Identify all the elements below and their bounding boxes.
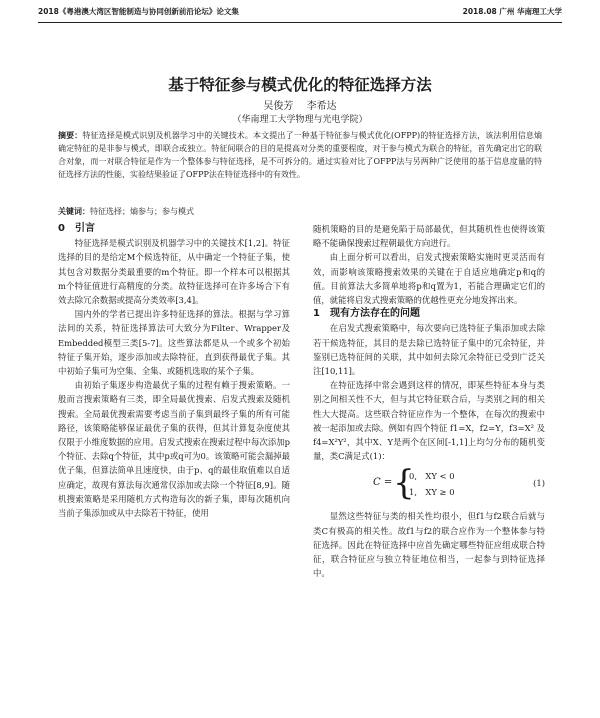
paper-title: 基于特征参与模式优化的特征选择方法 xyxy=(168,76,432,94)
paper-affiliation: （华南理工大学物理与光电学院） xyxy=(232,115,368,125)
equation-1 xyxy=(313,463,545,504)
paragraph: 由上面分析可以看出，启发式搜索策略实施时更灵活而有效，而影响该策略搜索效果的关键在于自适应地确定p和q的值。目前算法大多简单地将p和q置为1，若能合理确定它们的值，就能将启发式搜索策略的优越性更充分地发挥出来。 xyxy=(313,252,545,306)
left-column xyxy=(58,222,290,520)
header-right: 2018.08 广州 华南理工大学 xyxy=(462,7,562,16)
section-heading-problems: 1 现有方法存在的问题 xyxy=(313,308,420,320)
keywords-label: 关键词： xyxy=(58,207,90,216)
keywords-text: 特征选择；熵参与；参与模式 xyxy=(90,207,194,216)
abstract-text: 特征选择是模式识别及机器学习中的关键技术。本文提出了一种基于特征参与模式优化(OFPP)的特征选择方法，该法利用信息熵确定特征的是非参与模式，即联合或独立。特征间联合的目的是提高对分类的重要程度，对于参与模式为联合的特征，首先确定出它的联合对象，而一对联合特征是作为一个整体参与特征选择，是不可拆分的。通过实验对比了OFPP法与另两种广泛使用的基于信息度量的特征选择方法的性能，实验结果验证了OFPP法在特征选择中的有效性。 xyxy=(58,131,542,179)
paragraph: 国内外的学者已提出许多特征选择的算法。根据与学习算法间的关系，特征选择算法可大致分为Filter、Wrapper及Embedded模型三类[5-7]。这些算法都是从一个或多个初始特征子集开始，逐步添加或去除特征，直到获得最优子集。其中初始子集可为空集、全集、或随机选取的某个子集。 xyxy=(58,309,290,377)
equation-case-1: 0, XY < 0 xyxy=(409,471,455,482)
paragraph: 显然这些特征与类的相关性均很小，但f1与f2联合后就与类C有极高的相关性。故f1与f2的联合应作为一个整体参与特征选择。因此在特征选择中应首先确定哪些特征应组成联合特征，联合特征应与独立特征地位相当，一起参与到特征选择中。 xyxy=(313,511,545,579)
equation-case-2: 1, XY ≥ 0 xyxy=(409,487,455,498)
header-rule xyxy=(38,22,562,23)
abstract xyxy=(58,130,542,182)
paragraph: 在特征选择中常会遇到这样的情况，即某些特征本身与类别之间相关性不大，但与其它特征联合后，与类别之间的相关性大大提高。这些联合特征应作为一个整体，在每次的搜索中被一起添加或去除。例如有四个特征 f1=X，f2=Y，f3=X² 及 f4=X²Y²，其中X、Y是两个在区间[-1,1]上均匀分布的随机变量，类C满足式(1)： xyxy=(313,380,545,462)
equation-number: (1) xyxy=(533,478,545,489)
running-header xyxy=(38,6,562,20)
paragraph: 由初始子集逐步构造最优子集的过程有赖于搜索策略。一般而言搜索策略有三类，即全局最优搜索、启发式搜索及随机搜索。全局最优搜索需要考虑当前子集到最终子集的所有可能路径，该策略能够保证最优子集的获得，但其计算复杂度使其仅限于小维度数据的应用。启发式搜索在搜索过程中每次添加p个特征、去除q个特征，其中p或q可为0。该策略可能会漏掉最优子集，但算法简单且速度快，由于p、q的最佳取值难以自适应确定，故现有算法每次通常仅添加或去除一个特征[8,9]。随机搜索策略是采用随机方式构造每次的新子集，即每次随机向当前子集添加或从中去除若干特征，使用 xyxy=(58,380,290,519)
paper-authors: 吴俊芳 李希达 xyxy=(263,101,337,112)
abstract-label: 摘要： xyxy=(58,131,83,140)
header-left: 2018《粤港澳大湾区智能制造与协同创新前沿论坛》论文集 xyxy=(38,7,239,16)
paragraph: 随机策略的目的是避免陷于局部最优，但其随机性也使得该策略不能确保搜索过程朝最优方向进行。 xyxy=(313,224,545,249)
right-column xyxy=(313,222,545,580)
section-heading-intro: 0 引言 xyxy=(58,223,95,234)
keywords xyxy=(58,206,542,217)
equation-brace: { xyxy=(393,463,415,504)
paragraph: 在启发式搜索策略中，每次要向已选特征子集添加或去除若干候选特征，其目的是去除已选特征子集中的冗余特征，并鉴别已选特征间的关联，其中如何去除冗余特征已受到广泛关注[10,11]。 xyxy=(313,323,545,377)
paragraph: 特征选择是模式识别及机器学习中的关键技术[1,2]。特征选择的目的是给定M个候选特征，从中确定一个特征子集，使其包含对数据分类最重要的m个特征。即一个样本可以根据其m个特征值进行高精度的分类。故特征选择可在许多场合下有效去除冗余数据或提高分类效率[3,4]。 xyxy=(58,238,290,306)
equation-lhs: C = xyxy=(373,477,393,489)
